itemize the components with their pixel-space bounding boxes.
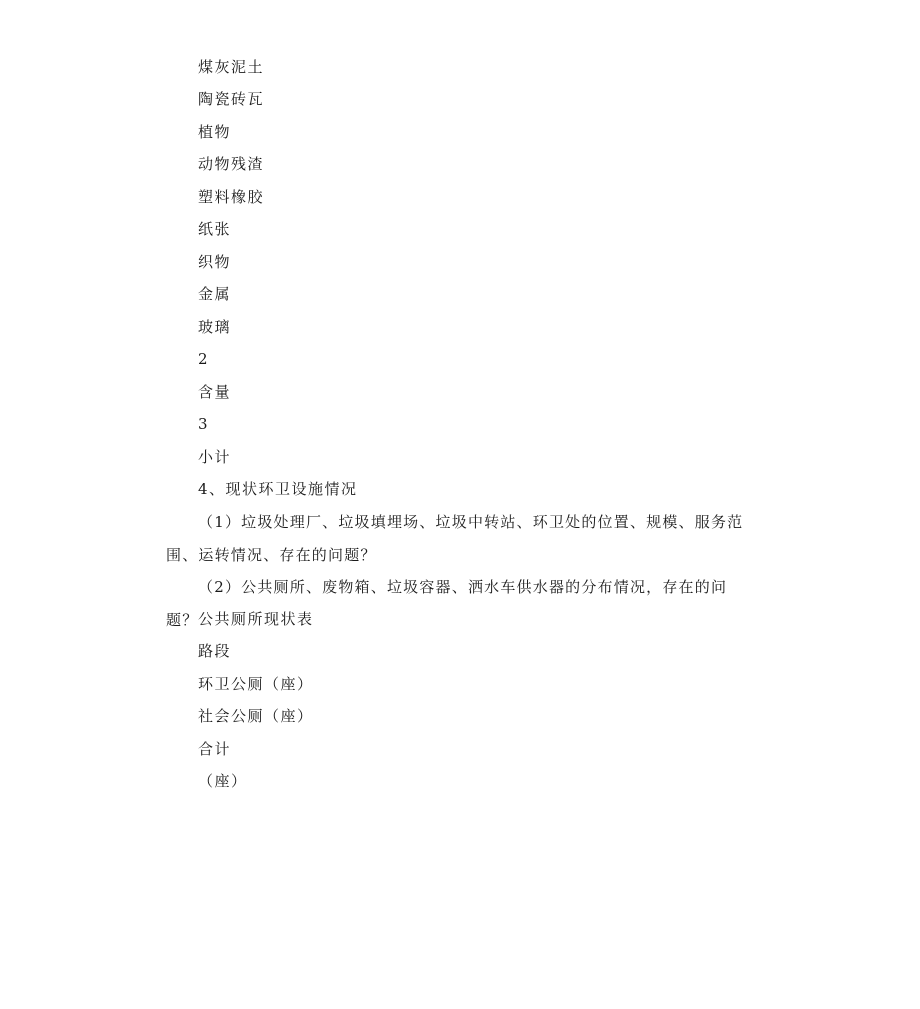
paragraph: （1）垃圾处理厂、垃圾填埋场、垃圾中转站、环卫处的位置、规模、服务范围、运转情况、存在的问题？	[166, 513, 744, 564]
list-item: 2	[198, 350, 210, 368]
list-item: 含量	[198, 383, 232, 401]
list-item: 动物残渣	[198, 155, 265, 173]
list-item: 塑料橡胶	[198, 188, 265, 206]
list-item: 小计	[198, 448, 232, 466]
list-item: 植物	[198, 123, 232, 141]
list-item: 纸张	[198, 220, 232, 238]
paragraph: （2）公共厕所、废物箱、垃圾容器、洒水车供水器的分布情况，存在的问题？	[166, 578, 728, 629]
section-heading: 4、现状环卫设施情况	[198, 480, 358, 498]
table-cell: 环卫公厕（座）	[198, 675, 314, 693]
list-item: 织物	[198, 253, 232, 271]
table-cell: 合计	[198, 740, 232, 758]
table-cell: （座）	[198, 772, 248, 790]
list-item: 煤灰泥土	[198, 58, 265, 76]
list-item: 金属	[198, 285, 232, 303]
table-title: 公共厕所现状表	[198, 610, 314, 628]
table-cell: 路段	[198, 642, 232, 660]
list-item: 3	[198, 415, 210, 433]
list-item: 陶瓷砖瓦	[198, 90, 265, 108]
table-cell: 社会公厕（座）	[198, 707, 314, 725]
list-item: 玻璃	[198, 318, 232, 336]
